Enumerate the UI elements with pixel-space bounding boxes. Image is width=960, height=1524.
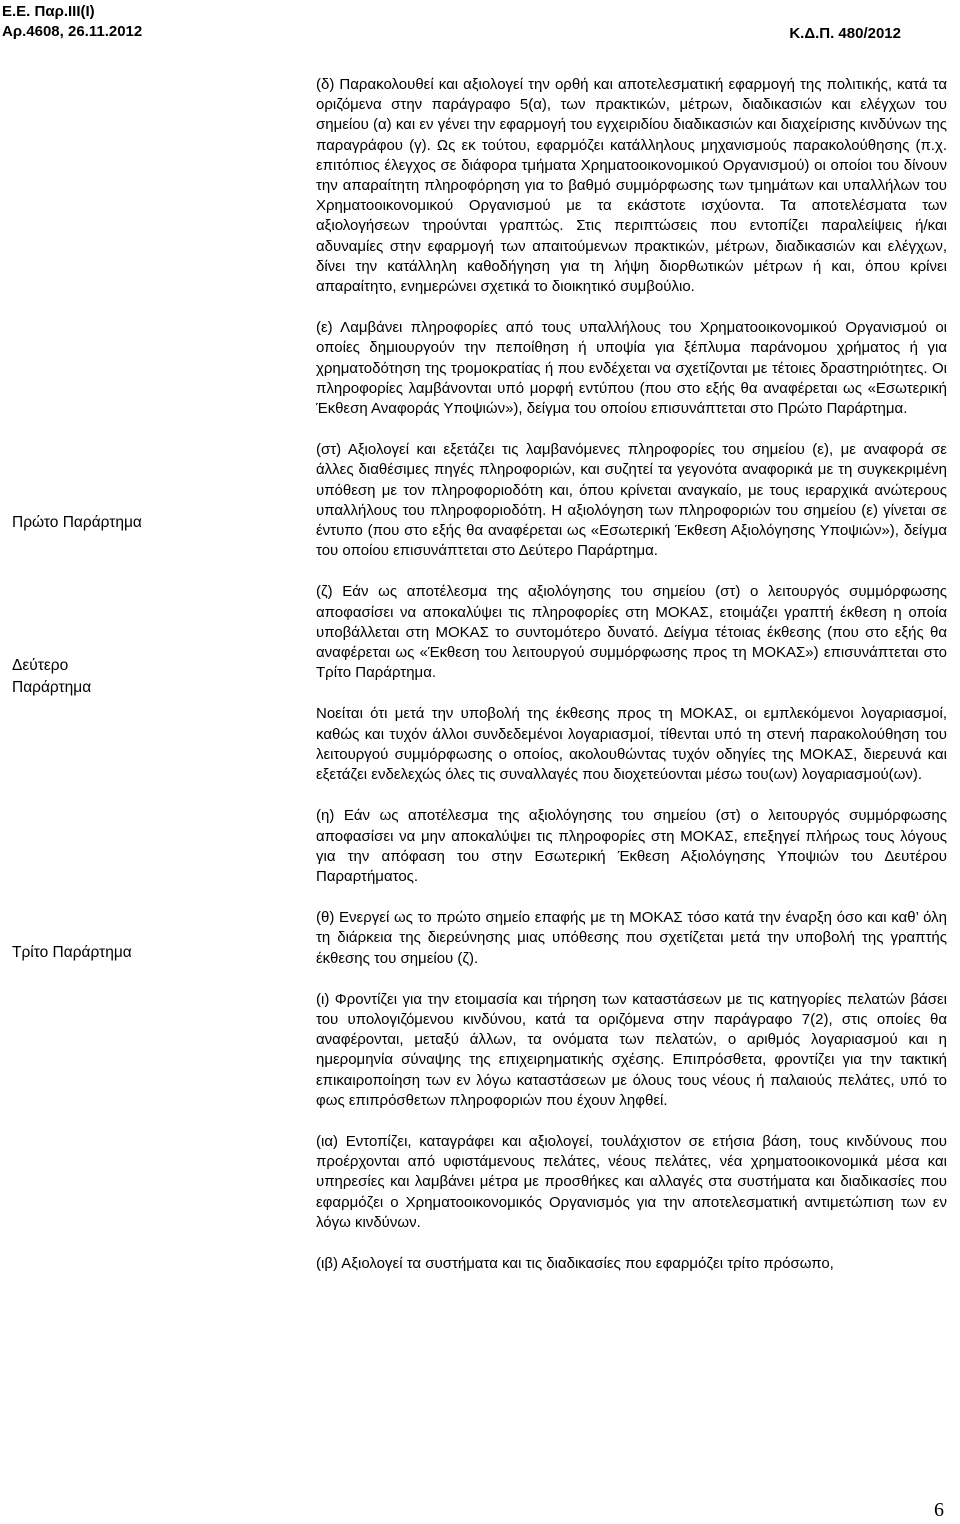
paragraph-i: (ι) Φροντίζει για την ετοιμασία και τήρηση των καταστάσεων με τις κατηγορίες πελατών βάσει του υπολογιζόμενου κινδύνου, κατά τα οριζόμενα στην παράγραφο 7(2), στις οποίες θα αναφέρονται, μεταξύ άλλων, τα ονόματα των πελατών, ο αριθμός λογαριασμού και η ημερομηνία σύναψης της επιχειρηματικής σχέσης. Επιπρόσθετα, φροντίζει για την τακτική επικαιροποίηση των εν λόγω καταστάσεων με όλους τους νέους ή παλαιούς πελάτες, υπό το φως επιπρόσθετων πληροφοριών που έχουν ληφθεί. (316, 990, 947, 1109)
paragraph-th: (θ) Ενεργεί ως το πρώτο σημείο επαφής με τη ΜΟΚΑΣ τόσο κατά την έναρξη όσο και καθ’ όλη τη διάρκεια της διερεύνησης μιας υπόθεσης που σχετίζεται μετά την υποβολή της γραπτής έκθεσης του σημείου (ζ). (316, 909, 947, 967)
paragraph-e: (ε) Λαμβάνει πληροφορίες από τους υπαλλήλους του Χρηματοοικονομικού Οργανισμού οι οποίες δημιουργούν την πεποίθηση ή υποψία για ξέπλυμα παράνομου χρήματος ή για χρηματοδότηση της τρομοκρατίας ή που ενδέχεται να σχετίζονται με τέτοιες δραστηριότητες. Οι πληροφορίες λαμβάνονται υπό μορφή εντύπου (που στο εξής θα αναφέρεται ως «Εσωτερική Έκθεση Αναφοράς Υποψιών»), δείγμα του οποίου επισυνάπτεται στο Πρώτο Παράρτημα. (316, 319, 947, 418)
document-body (316, 75, 947, 1293)
page-header (0, 0, 960, 48)
regulation-reference: Κ.Δ.Π. 480/2012 (789, 25, 901, 42)
gazette-reference (2, 2, 142, 42)
gazette-issue: Ε.Ε. Παρ.ΙΙΙ(Ι) (2, 3, 95, 20)
margin-label-second-line1: Δεύτερο (12, 657, 69, 674)
page-number: 6 (934, 1499, 944, 1521)
paragraph-h: (η) Εάν ως αποτέλεσμα της αξιολόγησης του σημείου (στ) ο λειτουργός συμμόρφωσης αποφασίσει να μην αποκαλύψει τις πληροφορίες στη ΜΟΚΑΣ, επεξηγεί πλήρως τους λόγους για την απόφαση του στην Εσωτερική Έκθεση Αξιολόγησης Υποψιών του Δευτέρου Παραρτήματος. (316, 807, 947, 885)
paragraph-z: (ζ) Εάν ως αποτέλεσμα της αξιολόγησης του σημείου (στ) ο λειτουργός συμμόρφωσης αποφασίσει να αποκαλύψει τις πληροφορίες στη ΜΟΚΑΣ, ετοιμάζει γραπτή έκθεση η οποία υποβάλλεται στη ΜΟΚΑΣ το συντομότερο δυνατό. Δείγμα τέτοιας έκθεσης (που στο εξής θα αναφέρεται ως «Έκθεση του λειτουργού συμμόρφωσης προς τη ΜΟΚΑΣ») επισυνάπτεται στο Τρίτο Παράρτημα. (316, 583, 947, 682)
paragraph-d: (δ) Παρακολουθεί και αξιολογεί την ορθή και αποτελεσματική εφαρμογή της πολιτικής, κατά τα οριζόμενα στην παράγραφο 5(α), των πρακτικών, μέτρων, διαδικασιών και ελέγχων του σημείου (α) και εν γένει την εφαρμογή του εγχειριδίου διαδικασιών και διαχείρισης κινδύνων της παραγράφου (γ). Ως εκ τούτου, εφαρμόζει κατάλληλους μηχανισμούς παρακολούθησης (π.χ. επιτόπιος έλεγχος σε διάφορα τμήματα Χρηματοοικονομικού Οργανισμού) οι οποίοι του δίνουν την απαραίτητη πληροφόρηση για το βαθμό συμμόρφωσης των τμημάτων και υπαλλήλων του Χρηματοοικονομικού Οργανισμού με τα εκάστοτε ισχύοντα. Τα αποτελέσματα των αξιολογήσεων τηρούνται γραπτώς. Στις περιπτώσεις που εντοπίζει παραλείψεις ή/και αδυναμίες στην εφαρμογή των απαιτούμενων πρακτικών, μέτρων, διαδικασιών και ελέγχων, δίνει την κατάλληλη καθοδήγηση για τη λήψη διορθωτικών μέτρων ή και, όπου κρίνει απαραίτητο, ενημερώνει σχετικά το διοικητικό συμβούλιο. (316, 76, 947, 296)
paragraph-st: (στ) Αξιολογεί και εξετάζει τις λαμβανόμενες πληροφορίες του σημείου (ε), με αναφορά σε άλλες διαθέσιμες πηγές πληροφοριών, και συζητεί τα γεγονότα αναφορικά με τη συγκεκριμένη υπόθεση με τον πληροφοριοδότη και, όπου κρίνεται αναγκαίο, με τους ιεραρχικά ανώτερους υπαλλήλους του πληροφοριοδότη. Η αξιολόγηση των πληροφοριών του σημείου (ε) γίνεται σε έντυπο (που στο εξής θα αναφέρεται ως «Εσωτερική Έκθεση Αξιολόγησης Υποψιών»), δείγμα του οποίου επισυνάπτεται στο Δεύτερο Παράρτημα. (316, 441, 947, 560)
gazette-number-date: Αρ.4608, 26.11.2012 (2, 23, 143, 40)
paragraph-ia: (ια) Εντοπίζει, καταγράφει και αξιολογεί, τουλάχιστον σε ετήσια βάση, τους κινδύνους που προέρχονται από υφιστάμενους πελάτες, νέους πελάτες, νέα χρηματοοικονομικά μέσα και υπηρεσίες και λαμβάνει μέτρα με προσθήκες και αλλαγές στα συστήματα και διαδικασίες που εφαρμόζει ο Χρηματοοικονομικός Οργανισμός για την αποτελεσματική αντιμετώπιση των εν λόγω κινδύνων. (316, 1132, 947, 1231)
paragraph-ib: (ιβ) Αξιολογεί τα συστήματα και τις διαδικασίες που εφαρμόζει τρίτο πρόσωπο, (316, 1254, 834, 1272)
margin-label-second-line2: Παράρτημα (12, 679, 92, 696)
margin-label-second-annex (12, 655, 91, 699)
paragraph-proviso: Νοείται ότι μετά την υποβολή της έκθεσης προς τη ΜΟΚΑΣ, οι εμπλεκόμενοι λογαριασμοί, καθώς και τυχόν άλλοι συνδεδεμένοι λογαριασμοί, τίθενται υπό τη στενή παρακολούθηση του λειτουργού συμμόρφωσης ο οποίος, ακολουθώντας τυχόν οδηγίες της ΜΟΚΑΣ, διερευνά και εξετάζει ενδελεχώς όλες τις συναλλαγές που διοχετεύονται μέσω του(ων) λογαριασμού(ων). (316, 705, 947, 784)
margin-label-third-annex: Τρίτο Παράρτημα (12, 944, 132, 961)
margin-label-first-annex: Πρώτο Παράρτημα (12, 514, 142, 531)
